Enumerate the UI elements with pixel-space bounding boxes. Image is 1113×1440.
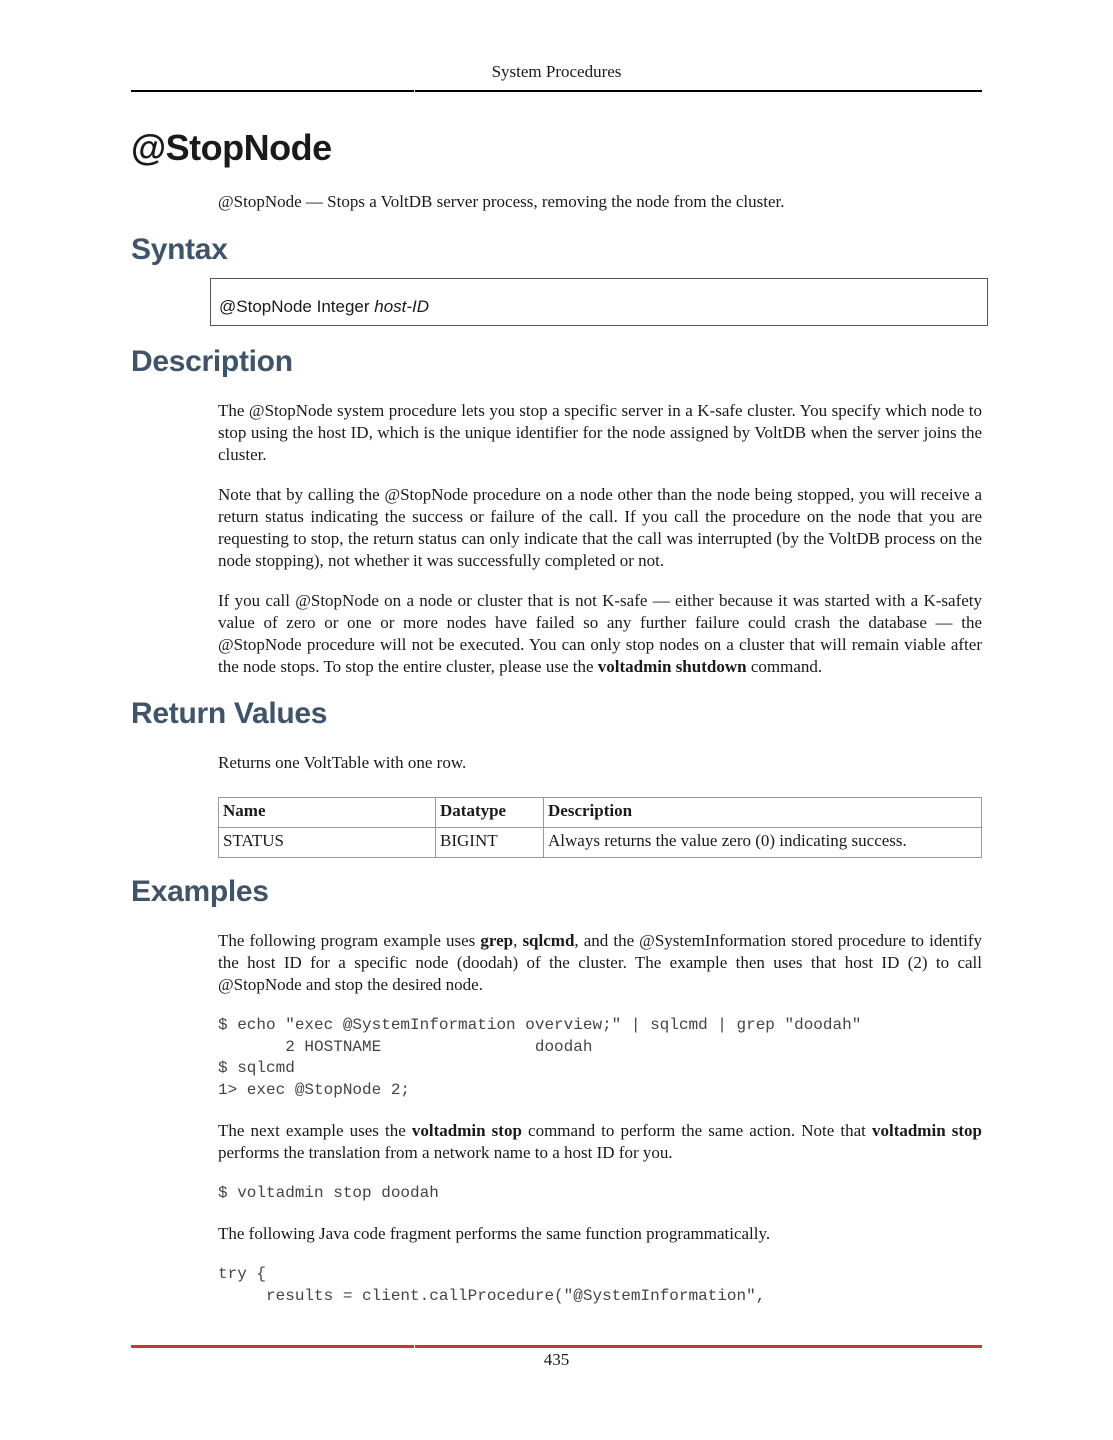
column-header-description: Description xyxy=(544,798,982,828)
description-p3-text-a: If you call @StopNode on a node or cluster that is not K-safe — either because it was started with a K-safety value of zero or one or more nodes have failed so any further failure could crash the database — the @StopNode procedure will not be executed. You can only stop nodes on a cluster that will remain viable after the node stops. To stop the entire cluster, please use the xyxy=(218,591,982,676)
code-block-voltadmin: $ voltadmin stop doodah xyxy=(218,1184,439,1202)
examples-paragraph-1 xyxy=(218,930,982,996)
procedure-summary: @StopNode — Stops a VoltDB server process, removing the node from the cluster. xyxy=(218,192,785,211)
cell-description: Always returns the value zero (0) indicating success. xyxy=(544,828,982,858)
header-rule xyxy=(131,90,982,92)
sqlcmd-command: sqlcmd xyxy=(522,931,575,950)
syntax-heading: Syntax xyxy=(131,233,228,266)
grep-command: grep xyxy=(480,931,514,950)
footer-rule xyxy=(131,1345,982,1348)
syntax-param: host-ID xyxy=(374,297,430,316)
description-p3-text-b: command. xyxy=(746,657,823,676)
voltadmin-shutdown-command: voltadmin shutdown xyxy=(597,657,747,676)
description-heading: Description xyxy=(131,345,293,378)
table-row xyxy=(219,828,982,858)
return-values-table xyxy=(218,797,982,858)
return-values-heading: Return Values xyxy=(131,697,328,730)
page-title: @StopNode xyxy=(131,127,332,168)
return-values-intro: Returns one VoltTable with one row. xyxy=(218,753,467,772)
voltadmin-stop-command-2: voltadmin stop xyxy=(871,1121,982,1140)
voltadmin-stop-command: voltadmin stop xyxy=(411,1121,522,1140)
syntax-prefix: @StopNode Integer xyxy=(219,297,375,316)
examples-p1-text-b: , and the @SystemInformation stored procedure to identify the host ID for a specific node (doodah) of the cluster. The example then uses that host ID (2) to call @StopNode and stop the desired node. xyxy=(218,931,982,994)
code-block-java: try { results = client.callProcedure("@SystemInformation", xyxy=(218,1265,766,1305)
cell-datatype: BIGINT xyxy=(436,828,544,858)
examples-p1-text-a: The following program example uses xyxy=(218,931,481,950)
examples-p2-text-a: The next example uses the xyxy=(218,1121,412,1140)
page-number: 435 xyxy=(543,1350,570,1369)
examples-paragraph-2 xyxy=(218,1120,982,1164)
examples-paragraph-3: The following Java code fragment performs the same function programmatically. xyxy=(218,1224,771,1243)
column-header-datatype: Datatype xyxy=(436,798,544,828)
syntax-box xyxy=(210,278,988,326)
examples-heading: Examples xyxy=(131,875,269,908)
description-paragraph-1: The @StopNode system procedure lets you stop a specific server in a K-safe cluster. You specify which node to stop using the host ID, which is the unique identifier for the node assigned by VoltDB when the server joins the cluster. xyxy=(218,401,982,464)
examples-p2-text-b: command to perform the same action. Note that xyxy=(521,1121,872,1140)
running-header: System Procedures xyxy=(491,62,622,81)
code-block-shell-example: $ echo "exec @SystemInformation overview;" | sqlcmd | grep "doodah" 2 HOSTNAME doodah $ sqlcmd 1> exec @StopNode 2; xyxy=(218,1016,862,1099)
examples-p1-separator: , xyxy=(513,931,523,950)
table-header-row xyxy=(219,798,982,828)
examples-p2-text-c: performs the translation from a network name to a host ID for you. xyxy=(218,1143,673,1162)
column-header-name: Name xyxy=(219,798,436,828)
cell-name: STATUS xyxy=(219,828,436,858)
description-paragraph-3 xyxy=(218,590,982,678)
description-paragraph-2: Note that by calling the @StopNode procedure on a node other than the node being stopped, you will receive a return status indicating the success or failure of the call. If you call the procedure on the node that you are requesting to stop, the return status can only indicate that the call was interrupted (by the VoltDB process on the node stopping), not whether it was successfully completed or not. xyxy=(218,485,982,570)
